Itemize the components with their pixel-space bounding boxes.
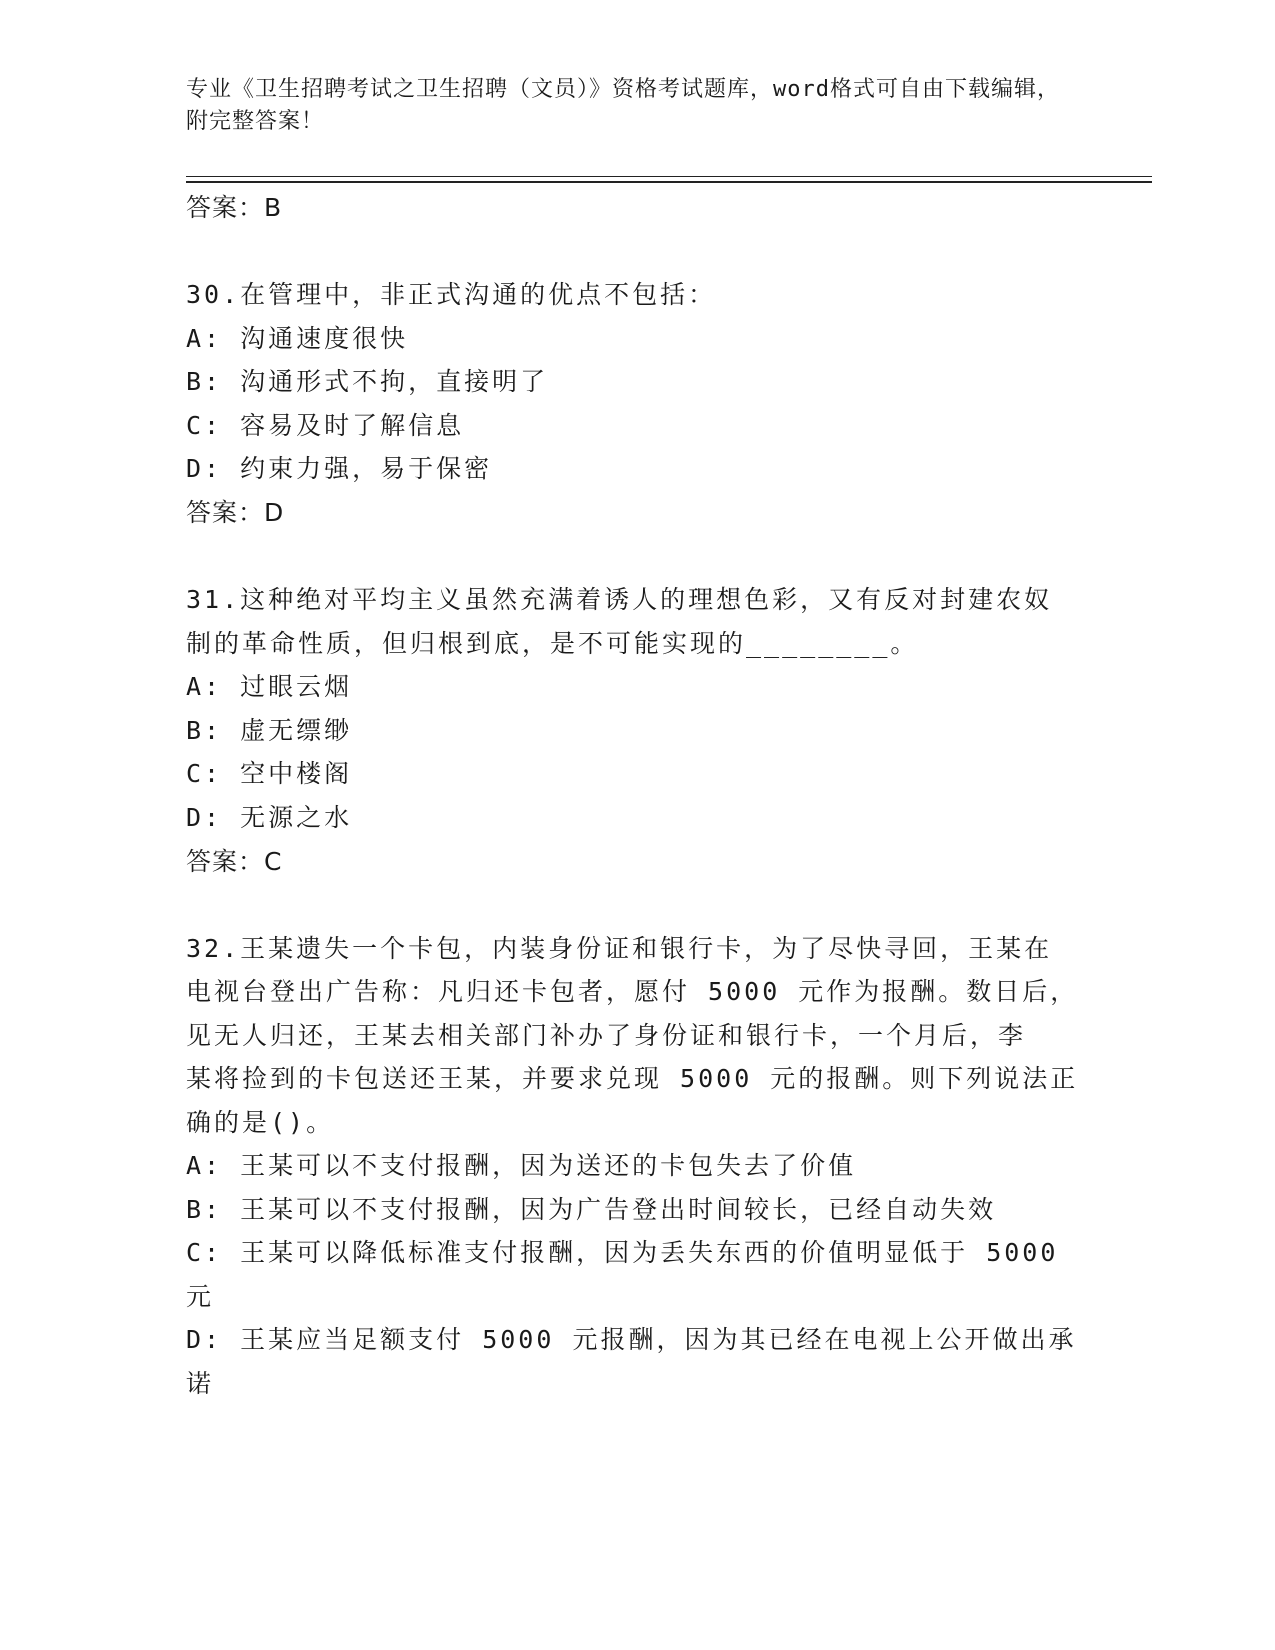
question-30-option-d: D: 约束力强，易于保密 [186, 454, 493, 483]
question-32-option-a: A: 王某可以不支付报酬，因为送还的卡包失去了价值 [186, 1151, 857, 1180]
question-32-stem-line-4: 某将捡到的卡包送还王某，并要求兑现 5000 元的报酬。则下列说法正 [186, 1064, 1079, 1093]
question-32-option-d: D: 王某应当足额支付 5000 元报酬，因为其已经在电视上公开做出承 [186, 1325, 1077, 1354]
header-divider-thick [186, 181, 1152, 183]
header-divider-thin [186, 176, 1152, 177]
previous-answer: 答案：B [186, 193, 283, 222]
question-32-option-b: B: 王某可以不支付报酬，因为广告登出时间较长，已经自动失效 [186, 1195, 997, 1224]
document-header: 专业《卫生招聘考试之卫生招聘（文员）》资格考试题库，word格式可自由下载编辑，附完整答案！ [186, 77, 1060, 134]
question-32-stem-line-1: 32.王某遗失一个卡包，内装身份证和银行卡，为了尽快寻回，王某在 [186, 934, 1053, 963]
question-31-stem-line-2: 制的革命性质，但归根到底，是不可能实现的________。 [186, 629, 919, 658]
question-32-stem-line-5: 确的是()。 [186, 1108, 335, 1137]
question-31-option-d: D: 无源之水 [186, 803, 353, 832]
question-30-option-a: A: 沟通速度很快 [186, 324, 409, 353]
question-30-option-b: B: 沟通形式不拘，直接明了 [186, 367, 549, 396]
question-31-stem-line-1: 31.这种绝对平均主义虽然充满着诱人的理想色彩，又有反对封建农奴 [186, 585, 1053, 614]
question-31-option-a: A: 过眼云烟 [186, 672, 353, 701]
question-31-option-b: B: 虚无缥缈 [186, 716, 353, 745]
question-32-option-d-continued: 诺 [186, 1369, 215, 1398]
question-32-option-c-continued: 元 [186, 1282, 215, 1311]
question-31-option-c: C: 空中楼阁 [186, 759, 353, 788]
question-31-answer: 答案：C [186, 847, 283, 876]
question-30-option-c: C: 容易及时了解信息 [186, 411, 465, 440]
question-32-stem-line-2: 电视台登出广告称：凡归还卡包者，愿付 5000 元作为报酬。数日后， [186, 977, 1079, 1006]
question-30-answer: 答案：D [186, 498, 285, 527]
question-30-stem: 30.在管理中，非正式沟通的优点不包括： [186, 280, 717, 309]
question-32-option-c: C: 王某可以降低标准支付报酬，因为丢失东西的价值明显低于 5000 [186, 1238, 1059, 1267]
question-32-stem-line-3: 见无人归还，王某去相关部门补办了身份证和银行卡，一个月后，李 [186, 1021, 1027, 1050]
